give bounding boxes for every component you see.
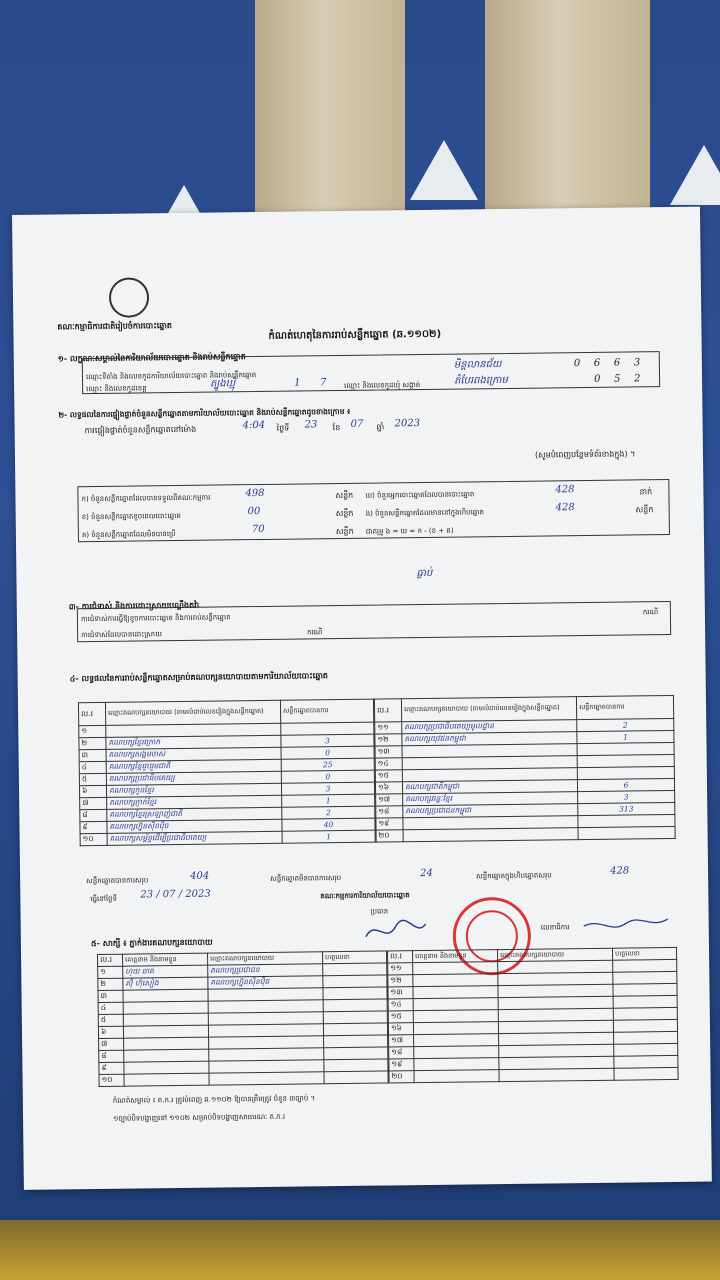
row-number: ១១ [388, 963, 413, 975]
row-number: ១១ [375, 722, 402, 734]
total-invalid-label: សន្លឹកឆ្នោតមិនបានការសរុប [270, 874, 342, 883]
code-2-d1: 0 [593, 373, 601, 385]
witness-signature [613, 983, 677, 996]
row-number: ៥ [98, 1014, 123, 1026]
section-3-heading: ៣- ការជំទាស់ និងការដោះស្រាយបណ្តឹងតវ៉ា [68, 600, 200, 612]
witness-name [123, 989, 208, 1002]
row-number: ១៦ [375, 782, 402, 794]
objection-row-1: ការជំទាស់ការធ្វើឱ្យខូចការបោះឆ្នោត និងការរាប់សន្លឹកឆ្នោត [80, 613, 231, 624]
party-name: គណបក្សខ្មែរស្រឡាញ់ជាតិ [107, 807, 282, 821]
col-no-header: ល.រ [78, 702, 105, 725]
witness-name [123, 1013, 208, 1026]
secretary-label: លេខាធិការ [540, 923, 570, 932]
count-b-value: 00 [247, 505, 261, 518]
witness-name [124, 1037, 209, 1050]
party-name: គណបក្សខ្មែររួបរួមជាតិ [106, 759, 281, 773]
col-name-header: គោត្តនាម និងនាមខ្លួន [123, 953, 208, 966]
code-b: 7 [320, 377, 327, 389]
party-name: គណបក្សយុវជនកម្ពុជា [402, 732, 577, 746]
row-number: ១២ [375, 734, 402, 746]
party-name [403, 828, 578, 842]
witness-name [414, 1058, 499, 1071]
witness-signature [613, 1007, 677, 1020]
witness-name [413, 1010, 498, 1023]
code-2-d2: 5 [613, 373, 621, 385]
party-votes: 3 [281, 734, 374, 747]
objection-case-1: ករណី [642, 608, 659, 617]
count-c-label: គ) ចំនួនសន្លឹកឆ្នោតដែលមិនបានប្រើ [81, 530, 176, 540]
row-number: ១៣ [375, 746, 402, 758]
wall-mountain [670, 145, 720, 205]
count-a-value: 498 [245, 487, 265, 500]
party-votes: 40 [282, 818, 375, 831]
witness-name [413, 998, 498, 1011]
witness-row [389, 1067, 678, 1083]
party-votes: 25 [281, 758, 374, 771]
section-5-heading: ៥- សាក្សី ៖ ភ្នាក់ងារគណបក្សនយោបាយ [90, 937, 213, 949]
witness-signature [323, 975, 387, 988]
row-number: ១២ [388, 975, 413, 987]
row-number: ១៤ [388, 999, 413, 1011]
timing-text: ការផ្ទៀងផ្ទាត់ចំនួនសន្លឹកឆ្នោតនៅម៉ោង [84, 424, 197, 436]
col-no-header: ល.រ [374, 699, 401, 722]
org-name: គណៈកម្មាធិការជាតិរៀបចំការបោះឆ្នោត [57, 321, 173, 332]
party-name: គណបក្សឆន្ទៈខ្មែរ [403, 792, 578, 806]
date-label: ធ្វើនៅថ្ងៃទី [90, 894, 118, 904]
committee-label: គណៈកម្មការការិយាល័យបោះឆ្នោត [320, 891, 410, 901]
election-form-sheet [12, 207, 712, 1190]
row-number: ៦ [79, 785, 106, 797]
witness-signature [323, 987, 387, 1000]
witness-name [124, 1049, 209, 1062]
count-c-unit: សន្លឹក [335, 526, 354, 537]
col-no-header: ល.រ [98, 954, 123, 966]
row-number: ២ [79, 737, 106, 749]
col-sign-header: ហត្ថលេខា [613, 947, 677, 960]
count-d-unit: នាក់ [639, 487, 653, 497]
witness-name [414, 1070, 499, 1083]
total-invalid-value: 24 [420, 867, 433, 880]
witness-signature [614, 1055, 678, 1068]
code-a: 1 [294, 377, 301, 389]
party-votes: 1 [282, 830, 375, 843]
witness-name: ស៊ុំ ហ៊ុសៀង [123, 977, 208, 990]
witness-table-right [387, 947, 679, 1084]
section-2-heading: ២- លទ្ធផលនៃការផ្ទៀងផ្ទាត់ចំនួនសន្លឹកឆ្នោតតាមការិយាល័យបោះឆ្នោត និងរាប់សន្លឹកឆ្នោតដូចខាងក្រោម ៖ [58, 406, 351, 420]
place-2: តំបែរពងក្រោម [453, 374, 508, 387]
witness-name [124, 1061, 209, 1074]
witness-name [413, 962, 498, 975]
place-1: មិន្តលានជ័យ [453, 359, 502, 371]
row-number: ២០ [376, 830, 403, 842]
witness-signature [323, 999, 387, 1012]
objection-case-2: ករណី [307, 628, 323, 637]
row-number: ៣ [79, 749, 106, 761]
footer-note-1: កំណត់សម្គាល់ ៖ ត.ក.រ ត្រូវបំពេញ ឆ.១១០២ ឱ្យបានត្រឹមត្រូវ ចំនួន ៣ច្បាប់ ។ [112, 1094, 316, 1105]
reason-value: ធ្លាប់ [416, 567, 433, 580]
witness-name [413, 1022, 498, 1035]
ground-strip [0, 1220, 720, 1280]
col-party-header: ឈ្មោះគណបក្សនយោបាយ [498, 948, 613, 961]
row-number: ៨ [80, 809, 107, 821]
row-number: ៧ [99, 1038, 124, 1050]
witness-signature [613, 959, 677, 972]
day-label: ថ្ងៃទី [276, 423, 290, 433]
count-d-value: 428 [555, 484, 575, 496]
witness-signature [614, 1031, 678, 1044]
code-1-d3: 6 [613, 357, 621, 369]
witness-name [414, 1046, 499, 1059]
party-votes: 2 [577, 718, 674, 731]
month-label: ខែ [332, 423, 341, 433]
code-1-d4: 3 [633, 357, 641, 369]
witness-name: ហុយ ឆាត [123, 965, 208, 978]
witness-name [414, 1034, 499, 1047]
row-number: ៩ [99, 1062, 124, 1074]
timing-time: 4:04 [242, 419, 266, 432]
code-1-d1: 0 [573, 358, 581, 370]
witness-signature [324, 1047, 388, 1060]
section-4-heading: ៤- លទ្ធផលនៃការរាប់សន្លឹកឆ្នោតសម្រាប់គណបក្សនយោបាយតាមការិយាល័យបោះឆ្នោត [69, 671, 329, 684]
party-votes: 313 [578, 802, 675, 815]
row-number: ៥ [79, 773, 106, 785]
witness-signature [614, 1043, 678, 1056]
count-a-label: ក) ចំនួនសន្លឹកឆ្នោតដែលបានទទួលពីគណៈកម្មការ [81, 493, 211, 504]
party-votes: 3 [578, 790, 675, 803]
row-number: ៧ [80, 797, 107, 809]
form-title: កំណត់ហេតុនៃការរាប់សន្លឹកឆ្នោត (ឆ.១១០២) [268, 328, 442, 342]
province-label: ឈ្មោះ និងលេខកូដខេត្ត [86, 384, 147, 394]
count-a-unit: សន្លឹក [335, 490, 354, 501]
witness-table-left [97, 950, 389, 1087]
witness-signature [324, 1071, 388, 1084]
province-value: ត្បូងឃ្មុំ [210, 378, 236, 390]
code-2-d3: 2 [633, 373, 641, 385]
party-name: គណបក្សសម្ព័ន្ធដើម្បីប្រជាធិបតេយ្យ [107, 831, 282, 845]
witness-party: គណបក្សប្រជាជន [208, 964, 323, 977]
row-number: ១ [79, 725, 106, 737]
row-number: ១៥ [375, 770, 402, 782]
party-name: គណបក្សប្រជាធិបតេយ្យ [106, 771, 281, 785]
party-name: គណបក្សកូនខ្មែរ [106, 783, 281, 797]
total-box-value: 428 [609, 865, 630, 877]
party-name: គណបក្សសង្គមចាស់ [106, 747, 281, 761]
timing-year: 2023 [394, 418, 421, 430]
commune-label: ឈ្មោះ និងលេខកូដឃុំ សង្កាត់ [344, 381, 421, 390]
witness-signature [613, 1019, 677, 1032]
results-table-left [78, 699, 376, 847]
count-formula: ជាគម្រូ ង = ឃ = ក - (ខ + គ) [365, 526, 454, 536]
count-d-label: ឃ) ចំនួនអ្នកបោះឆ្នោតដែលបានបោះឆ្នោត [365, 490, 475, 500]
col-party-header: ឈ្មោះគណបក្សនយោបាយ [208, 952, 323, 965]
wall-pillar-left [255, 0, 405, 240]
row-number: ១០ [80, 833, 107, 845]
code-1-d2: 6 [593, 357, 601, 369]
count-b-label: ខ) ចំនួនសន្លឹកឆ្នោតខូចពេលបោះឆ្នោត [81, 511, 181, 522]
total-valid-label: សន្លឹកឆ្នោតបានការសរុប [86, 876, 149, 886]
timing-note: (សូមបំពេញបន្ថែមទំព័រខាងក្នុង) ។ [534, 449, 636, 460]
chair-label: ប្រធាន [370, 907, 389, 916]
row-number: ១៧ [389, 1035, 414, 1047]
witness-name [123, 1025, 208, 1038]
col-no-header: ល.រ [388, 951, 413, 963]
footer-note-2: ១ច្បាប់បិទបង្ហាញនៅ ១១០២ សម្រាប់បិទបង្ហាញសាធារណៈ ត.ក.រ [113, 1112, 286, 1123]
col-party-header: ឈ្មោះគណបក្សនយោបាយ (តាមលំដាប់លេខរៀងក្នុងសន្លឹកឆ្នោត) [105, 700, 280, 725]
objection-row-2: ការជំទាស់ដែលបានដោះស្រាយ [81, 630, 162, 640]
witness-name [123, 1001, 208, 1014]
year-label: ឆ្នាំ [376, 422, 385, 432]
row-number: ២០ [389, 1071, 414, 1083]
row-number: ១៩ [376, 818, 403, 830]
witness-signature [324, 1059, 388, 1072]
chair-signature [361, 916, 431, 947]
witness-signature [613, 995, 677, 1008]
location-label: ឈ្មោះទីតាំង និងលេខកូដការិយាល័យបោះឆ្នោត និងរាប់សន្លឹកឆ្នោត [85, 371, 257, 382]
total-valid-value: 404 [190, 870, 210, 882]
row-number: ១០ [99, 1074, 124, 1086]
date-value: 23 / 07 / 2023 [140, 888, 211, 901]
party-votes: 6 [577, 778, 674, 791]
timing-day: 23 [304, 419, 318, 431]
witness-signature [323, 1011, 387, 1024]
state-emblem-icon [109, 277, 149, 317]
witness-name [124, 1073, 209, 1086]
party-votes: 1 [577, 730, 674, 743]
witness-signature [323, 1023, 387, 1036]
party-votes: 1 [282, 794, 375, 807]
count-b-unit: សន្លឹក [335, 508, 354, 519]
row-number: ៨ [99, 1050, 124, 1062]
witness-signature [614, 1067, 678, 1080]
row-number: ៦ [98, 1026, 123, 1038]
row-number: ១៨ [376, 806, 403, 818]
col-votes-header: សន្លឹកឆ្នោតបានការ [280, 699, 373, 723]
witness-party [209, 1072, 324, 1085]
section-1-heading: ១- លក្ខណៈសម្គាល់នៃការិយាល័យបោះឆ្នោត និងរាប់សន្លឹកឆ្នោត [57, 352, 246, 364]
wall-pillar-right [485, 0, 650, 240]
party-votes: 2 [282, 806, 375, 819]
results-table-right [374, 695, 676, 843]
witness-signature [323, 963, 387, 976]
witness-signature [324, 1035, 388, 1048]
col-name-header: គោត្តនាម និងនាមខ្លួន [413, 950, 498, 963]
count-e-value: 428 [555, 502, 575, 514]
party-name: គណបក្សហ្វ៊ុនស៊ិនប៉ិច [107, 819, 282, 833]
witness-party: គណបក្សហ្វ៊ុនស៊ិនប៉ិច [208, 976, 323, 989]
col-sign-header: ហត្ថលេខា [323, 951, 387, 964]
party-name: គណបក្សប្រជាធិបតេយ្យមូលដ្ឋាន [402, 720, 577, 734]
row-number: ១ [98, 966, 123, 978]
party-name: គណបក្សជាតិកម្ពុជា [402, 780, 577, 794]
result-row [376, 826, 675, 842]
col-party-header: ឈ្មោះគណបក្សនយោបាយ (តាមលំដាប់លេខរៀងក្នុងសន្លឹកឆ្នោត) [401, 697, 576, 722]
row-number: ៤ [98, 1002, 123, 1014]
secretary-signature [581, 913, 671, 936]
witness-row [99, 1071, 388, 1087]
witness-party [499, 1068, 614, 1081]
row-number: ៣ [98, 990, 123, 1002]
count-e-unit: សន្លឹក [635, 505, 654, 515]
row-number: ៤ [79, 761, 106, 773]
row-number: ១៧ [376, 794, 403, 806]
party-name: គណបក្សភ្ញាក់ខ្មែរ [107, 795, 282, 809]
party-name: គណបក្សខ្មែរក្រោក [106, 735, 281, 749]
party-name: គណបក្សប្រជាជនកម្ពុជា [403, 804, 578, 818]
party-votes: 0 [281, 746, 374, 759]
row-number: ៩ [80, 821, 107, 833]
wall-mountain [410, 140, 478, 200]
row-number: ១៨ [389, 1047, 414, 1059]
total-box-label: សន្លឹកឆ្នោតក្នុងហិបឆ្នោតសរុប [476, 871, 552, 881]
witness-name [413, 986, 498, 999]
row-number: ១៥ [388, 1011, 413, 1023]
row-number: ១៦ [388, 1023, 413, 1035]
party-votes: 3 [281, 782, 374, 795]
row-number: ២ [98, 978, 123, 990]
party-votes [578, 826, 675, 839]
timing-month: 07 [350, 418, 364, 430]
witness-signature [613, 971, 677, 984]
party-votes: 0 [281, 770, 374, 783]
row-number: ១៣ [388, 987, 413, 999]
witness-name [413, 974, 498, 987]
count-e-label: ង) ចំនួនសន្លឹកឆ្នោតដែលមាននៅក្នុងហិបឆ្នោត [365, 508, 484, 518]
count-c-value: 70 [251, 523, 265, 536]
row-number: ១៩ [389, 1059, 414, 1071]
col-votes-header: សន្លឹកឆ្នោតបានការ [576, 695, 673, 719]
row-number: ១៤ [375, 758, 402, 770]
